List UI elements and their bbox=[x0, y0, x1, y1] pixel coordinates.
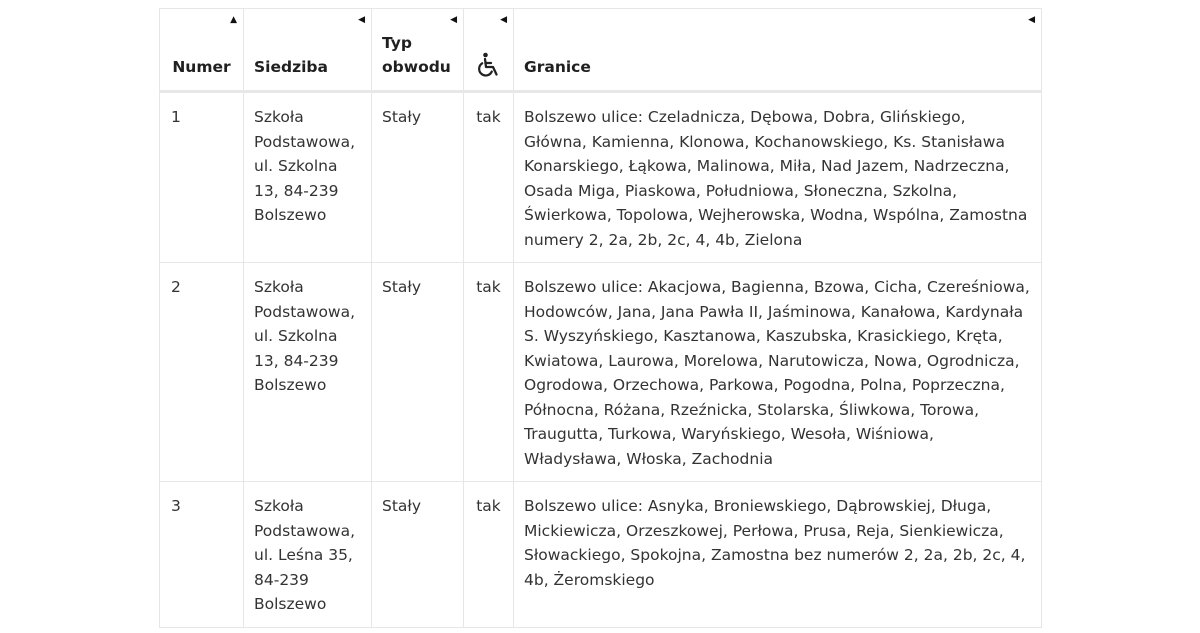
column-header-typ[interactable] bbox=[372, 9, 464, 92]
sort-toggle-icon[interactable]: ◀ bbox=[500, 15, 507, 25]
cell-typ: Stały bbox=[372, 263, 464, 482]
electoral-districts-table bbox=[159, 8, 1042, 628]
cell-siedziba: Szkoła Podstawowa, ul. Szkolna 13, 84-239 Bolszewo bbox=[244, 92, 372, 263]
cell-granice: Bolszewo ulice: Czeladnicza, Dębowa, Dobra, Glińskiego, Główna, Kamienna, Klonowa, Kochanowskiego, Ks. Stanisława Konarskiego, Łąkowa, Malinowa, Miła, Nad Jazem, Nadrzeczna, Osada Miga, Piaskowa, Południowa, Słoneczna, Szkolna, Świerkowa, Topolowa, Wejherowska, Wodna, Wspólna, Zamostna numery 2, 2a, 2b, 2c, 4, 4b, Zielona bbox=[514, 92, 1042, 263]
sort-toggle-icon[interactable]: ◀ bbox=[358, 15, 365, 25]
districts-table-container bbox=[159, 8, 1041, 628]
cell-siedziba: Szkoła Podstawowa, ul. Szkolna 13, 84-239 Bolszewo bbox=[244, 263, 372, 482]
sort-ascending-icon[interactable]: ▲ bbox=[230, 15, 237, 25]
cell-numer: 1 bbox=[160, 92, 244, 263]
column-header-siedziba-label: Siedziba bbox=[254, 58, 328, 76]
cell-typ: Stały bbox=[372, 482, 464, 628]
column-header-granice-label: Granice bbox=[524, 58, 591, 76]
cell-siedziba: Szkoła Podstawowa, ul. Leśna 35, 84-239 Bolszewo bbox=[244, 482, 372, 628]
wheelchair-icon bbox=[474, 51, 502, 79]
cell-dostepny: tak bbox=[464, 92, 514, 263]
table-header-row bbox=[160, 9, 1042, 92]
cell-dostepny: tak bbox=[464, 482, 514, 628]
column-header-numer-label: Numer bbox=[172, 58, 231, 76]
table-row bbox=[160, 92, 1042, 263]
column-header-numer[interactable] bbox=[160, 9, 244, 92]
cell-granice: Bolszewo ulice: Asnyka, Broniewskiego, Dąbrowskiej, Długa, Mickiewicza, Orzeszkowej, Perłowa, Prusa, Reja, Sienkiewicza, Słowackiego, Spokojna, Zamostna bez numerów 2, 2a, 2b, 2c, 4, 4b, Żeromskiego bbox=[514, 482, 1042, 628]
table-row bbox=[160, 482, 1042, 628]
table-row bbox=[160, 263, 1042, 482]
cell-dostepny: tak bbox=[464, 263, 514, 482]
column-header-siedziba[interactable] bbox=[244, 9, 372, 92]
column-header-granice[interactable] bbox=[514, 9, 1042, 92]
column-header-typ-label: Typ obwodu bbox=[382, 34, 451, 76]
sort-toggle-icon[interactable]: ◀ bbox=[1028, 15, 1035, 25]
cell-typ: Stały bbox=[372, 92, 464, 263]
cell-granice: Bolszewo ulice: Akacjowa, Bagienna, Bzowa, Cicha, Czereśniowa, Hodowców, Jana, Jana Pawła II, Jaśminowa, Kanałowa, Kardynała S. Wyszyńskiego, Kasztanowa, Kaszubska, Krasickiego, Kręta, Kwiatowa, Laurowa, Morelowa, Narutowicza, Nowa, Ogrodnicza, Ogrodowa, Orzechowa, Parkowa, Pogodna, Polna, Poprzeczna, Północna, Różana, Rzeźnicka, Stolarska, Śliwkowa, Torowa, Traugutta, Turkowa, Waryńskiego, Wesoła, Wiśniowa, Władysława, Włoska, Zachodnia bbox=[514, 263, 1042, 482]
cell-numer: 2 bbox=[160, 263, 244, 482]
column-header-dostepnosc[interactable] bbox=[464, 9, 514, 92]
sort-toggle-icon[interactable]: ◀ bbox=[450, 15, 457, 25]
cell-numer: 3 bbox=[160, 482, 244, 628]
